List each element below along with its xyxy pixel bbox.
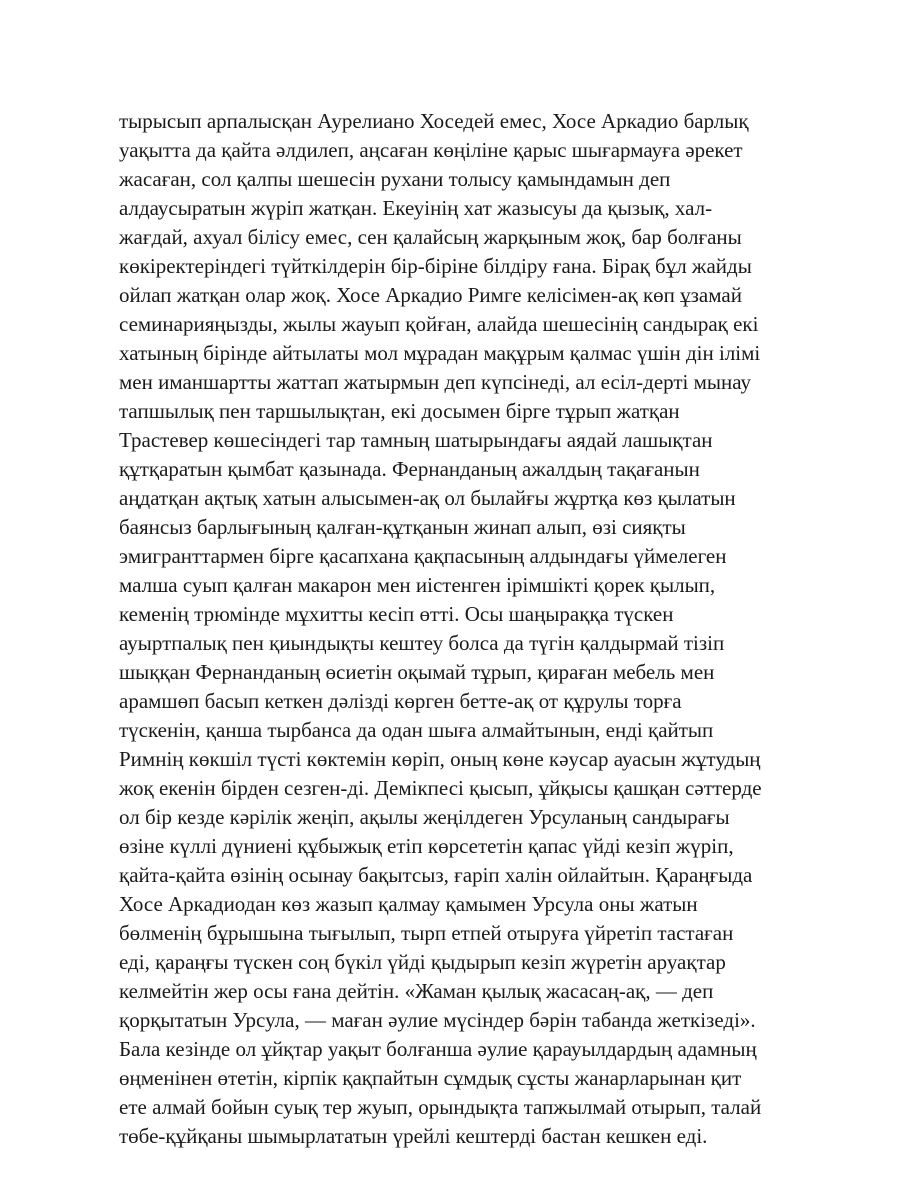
text-line: қайта-қайта өзінің осынау бақытсыз, ғаріп халін ойлайтын. Қараңғыда — [119, 863, 753, 887]
text-line: төбе-құйқаны шымырлататын үрейлі кештерді бастан кешкен еді. — [119, 1124, 708, 1148]
text-line: жоқ екенін бірден сезген-ді. Демікпесі қысып, ұйқысы қашқан сәттерде — [119, 776, 762, 800]
text-line: өңменінен өтетін, кірпік қақпайтын сұмдық сұсты жанарларынан қит — [119, 1066, 742, 1090]
text-line: көкіректеріндегі түйткілдерін бір-біріне білдіру ғана. Бірақ бұл жайды — [119, 254, 752, 278]
text-line: малша суып қалған макарон мен иістенген ірімшікті қорек қылып, — [119, 573, 716, 597]
text-line: ол бір кезде кәрілік жеңіп, ақылы жеңілдеген Урсуланың сандырағы — [119, 805, 730, 829]
text-line: еді, қараңғы түскен соң бүкіл үйді қыдырып кезіп жүретін аруақтар — [119, 950, 726, 974]
text-line: Трастевер көшесіндегі тар тамның шатырындағы аядай лашықтан — [119, 428, 713, 452]
text-line: тапшылық пен таршылықтан, екі досымен бірге тұрып жатқан — [119, 399, 680, 423]
text-line: келмейтін жер осы ғана дейтін. «Жаман қылық жасасаң-ақ, — деп — [119, 979, 714, 1003]
text-line: уақытта да қайта әлдилеп, аңсаған көңіліне қарыс шығармауға әрекет — [119, 138, 743, 162]
text-line: ойлап жатқан олар жоқ. Хосе Аркадио Римге келісімен-ақ көп ұзамай — [119, 283, 742, 307]
text-line: Хосе Аркадиодан көз жазып қалмау қамымен Урсула оны жатын — [119, 892, 698, 916]
text-line: ете алмай бойын суық тер жуып, орындықта тапжылмай отырып, талай — [119, 1095, 762, 1119]
text-line: құтқаратын қымбат қазынада. Фернанданың ажалдың тақағанын — [119, 457, 700, 481]
text-line: аңдатқан ақтық хатын алысымен-ақ ол былайғы жұртқа көз қылатын — [119, 486, 736, 510]
text-line: эмигранттармен бірге қасапхана қақпасының алдындағы үймелеген — [119, 544, 727, 568]
text-line: ауыртпалық пен қиындықты кештеу болса да түгін қалдырмай тізіп — [119, 631, 725, 655]
text-line: Римнің көкшіл түсті көктемін көріп, оның көне кәусар ауасын жұтудың — [119, 747, 761, 771]
text-line: жасаған, сол қалпы шешесін рухани толысу қамындамын деп — [119, 167, 671, 191]
text-line: мен иманшартты жаттап жатырмын деп күпсінеді, ал есіл-дерті мынау — [119, 370, 752, 394]
text-line: алдаусыратын жүріп жатқан. Екеуінің хат жазысуы да қызық, хал- — [119, 196, 713, 220]
text-line: баянсыз барлығының қалған-құтқанын жинап алып, өзі сияқты — [119, 515, 686, 539]
text-line: жағдай, ахуал білісу емес, сен қалайсың жарқыным жоқ, бар болғаны — [119, 225, 742, 249]
body-text — [119, 107, 819, 1151]
text-line: түскенін, қанша тырбанса да одан шыға алмайтынын, енді қайтып — [119, 718, 714, 742]
text-line: қорқытатын Урсула, — маған әулие мүсіндер бәрін табанда жеткізеді». — [119, 1008, 756, 1032]
text-line: шыққан Фернанданың өсиетін оқымай тұрып, қираған мебель мен — [119, 660, 715, 684]
text-line: арамшөп басып кеткен дәлізді көрген бетте-ақ от құрулы торға — [119, 689, 682, 713]
text-line: өзіне күллі дүниені құбыжық етіп көрсететін қапас үйді кезіп жүріп, — [119, 834, 734, 858]
text-line: хатының бірінде айтылаты мол мұрадан мақұрым қалмас үшін дін ілімі — [119, 341, 761, 365]
text-line: кеменің трюмінде мұхитты кесіп өтті. Осы шаңыраққа түскен — [119, 602, 674, 626]
text-line: Бала кезінде ол ұйқтар уақыт болғанша әулие қарауылдардың адамның — [119, 1037, 757, 1061]
text-line: бөлменің бұрышына тығылып, тырп етпей отыруға үйретіп тастаған — [119, 921, 734, 945]
text-line: тырысып арпалысқан Аурелиано Хоседей емес, Хосе Аркадио барлық — [119, 109, 749, 133]
text-line: семинарияңызды, жылы жауып қойған, алайда шешесінің сандырақ екі — [119, 312, 759, 336]
